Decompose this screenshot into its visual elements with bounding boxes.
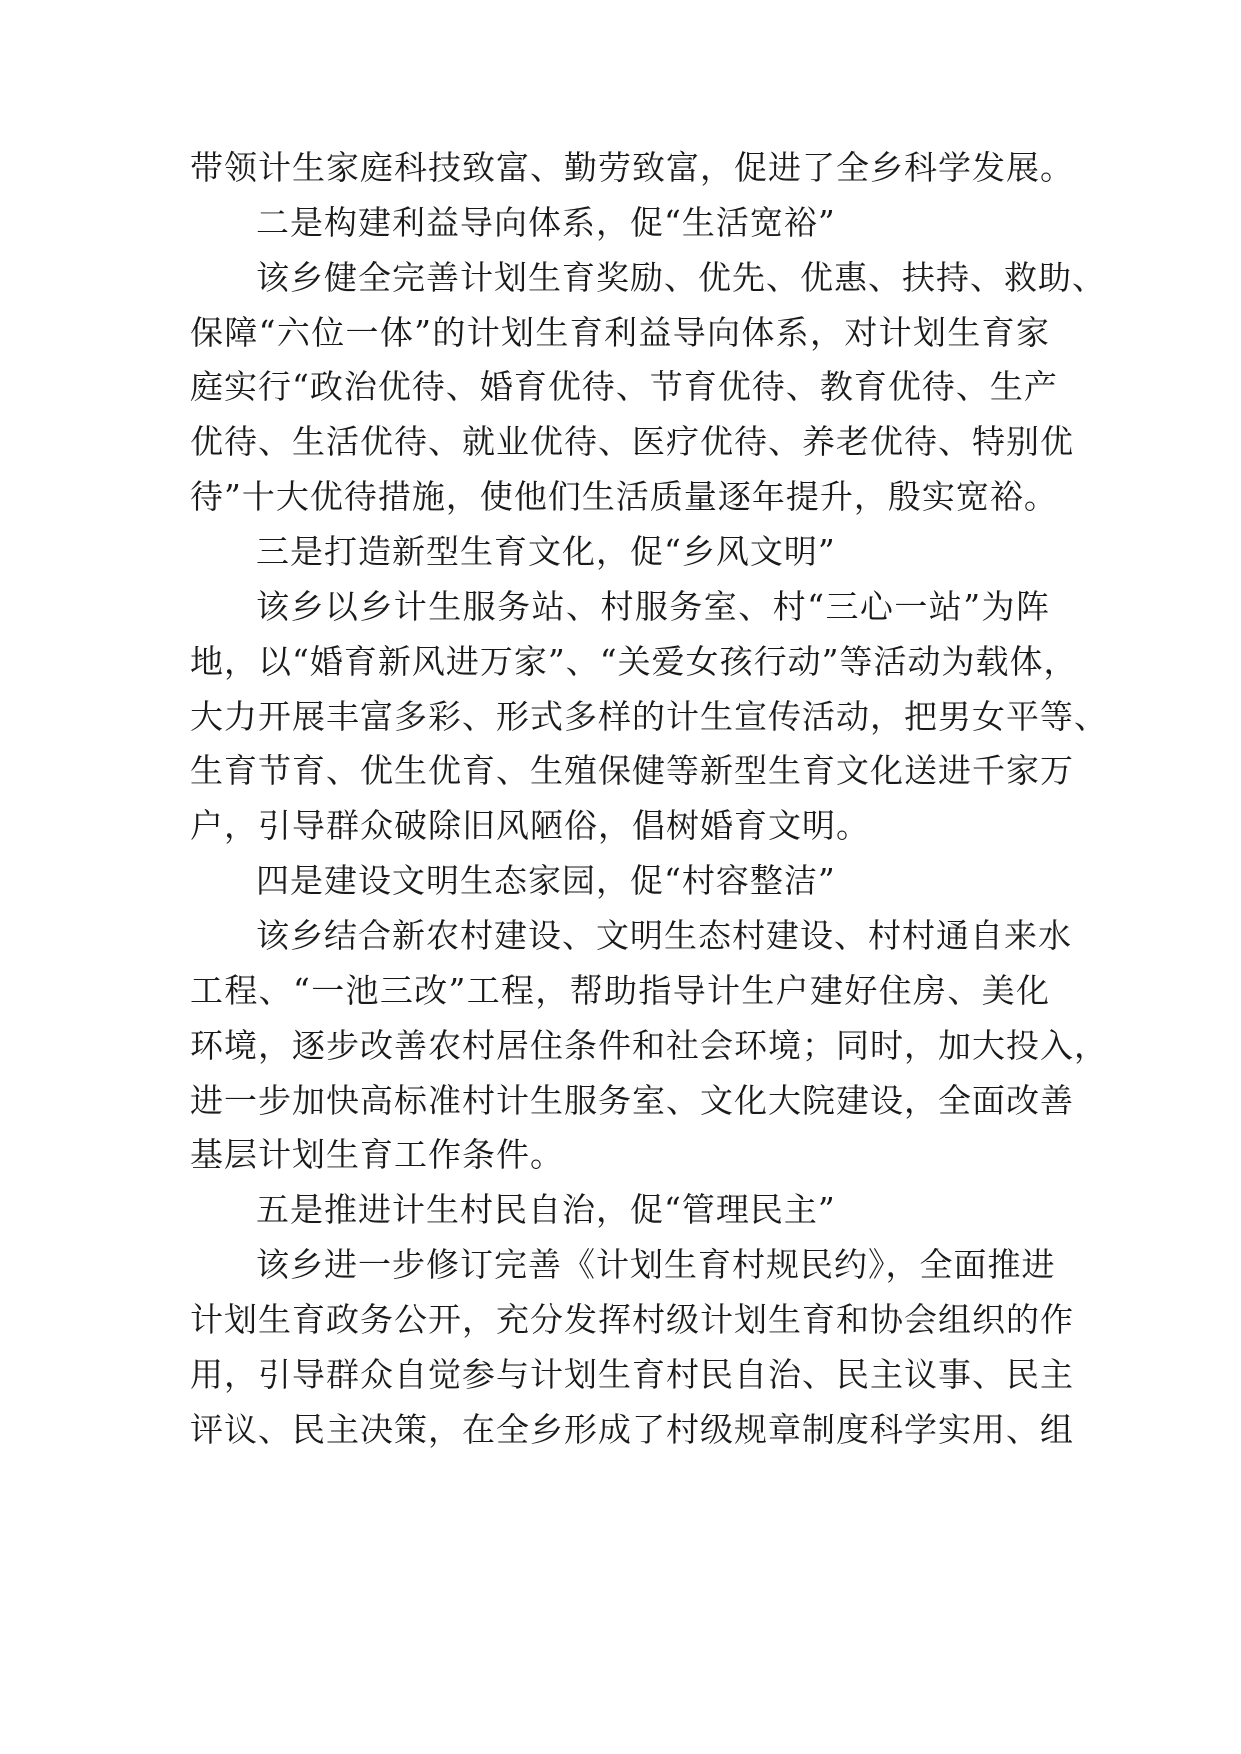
text-line: 计划生育政务公开，充分发挥村级计划生育和协会组织的作 xyxy=(190,1300,1074,1339)
text-line: 地，以“婚育新风进万家”、“关爱女孩行动”等活动为载体， xyxy=(190,642,1078,681)
text-line: 带领计生家庭科技致富、勤劳致富，促进了全乡科学发展。 xyxy=(190,148,1074,187)
section-heading: 四是建设文明生态家园，促“村容整洁” xyxy=(256,861,836,900)
text-line: 基层计划生育工作条件。 xyxy=(190,1135,564,1174)
text-line: 工程、“一池三改”工程，帮助指导计生户建好住房、美化 xyxy=(190,971,1050,1010)
text-line: 评议、民主决策，在全乡形成了村级规章制度科学实用、组 xyxy=(190,1410,1074,1449)
text-line: 庭实行“政治优待、婚育优待、节育优待、教育优待、生产 xyxy=(190,367,1058,406)
text-line: 生育节育、优生优育、生殖保健等新型生育文化送进千家万 xyxy=(190,751,1074,790)
text-line: 户，引导群众破除旧风陋俗，倡树婚育文明。 xyxy=(190,806,870,845)
text-line: 优待、生活优待、就业优待、医疗优待、养老优待、特别优 xyxy=(190,422,1074,461)
text-line: 该乡结合新农村建设、文明生态村建设、村村通自来水 xyxy=(256,916,1072,955)
text-line: 环境，逐步改善农村居住条件和社会环境；同时，加大投入， xyxy=(190,1026,1108,1065)
text-line: 大力开展丰富多彩、形式多样的计生宣传活动，把男女平等、 xyxy=(190,697,1108,736)
text-line: 进一步加快高标准村计生服务室、文化大院建设，全面改善 xyxy=(190,1081,1074,1120)
text-line: 该乡以乡计生服务站、村服务室、村“三心一站”为阵 xyxy=(256,587,1050,626)
section-heading: 二是构建利益导向体系，促“生活宽裕” xyxy=(256,203,836,242)
section-heading: 三是打造新型生育文化，促“乡风文明” xyxy=(256,532,836,571)
section-heading: 五是推进计生村民自治，促“管理民主” xyxy=(256,1190,836,1229)
text-line: 待”十大优待措施，使他们生活质量逐年提升，殷实宽裕。 xyxy=(190,477,1058,516)
text-line: 该乡健全完善计划生育奖励、优先、优惠、扶持、救助、 xyxy=(256,258,1106,297)
text-line: 用，引导群众自觉参与计划生育村民自治、民主议事、民主 xyxy=(190,1355,1074,1394)
text-line: 保障“六位一体”的计划生育利益导向体系，对计划生育家 xyxy=(190,313,1050,352)
text-line: 该乡进一步修订完善《计划生育村规民约》，全面推进 xyxy=(256,1245,1056,1284)
